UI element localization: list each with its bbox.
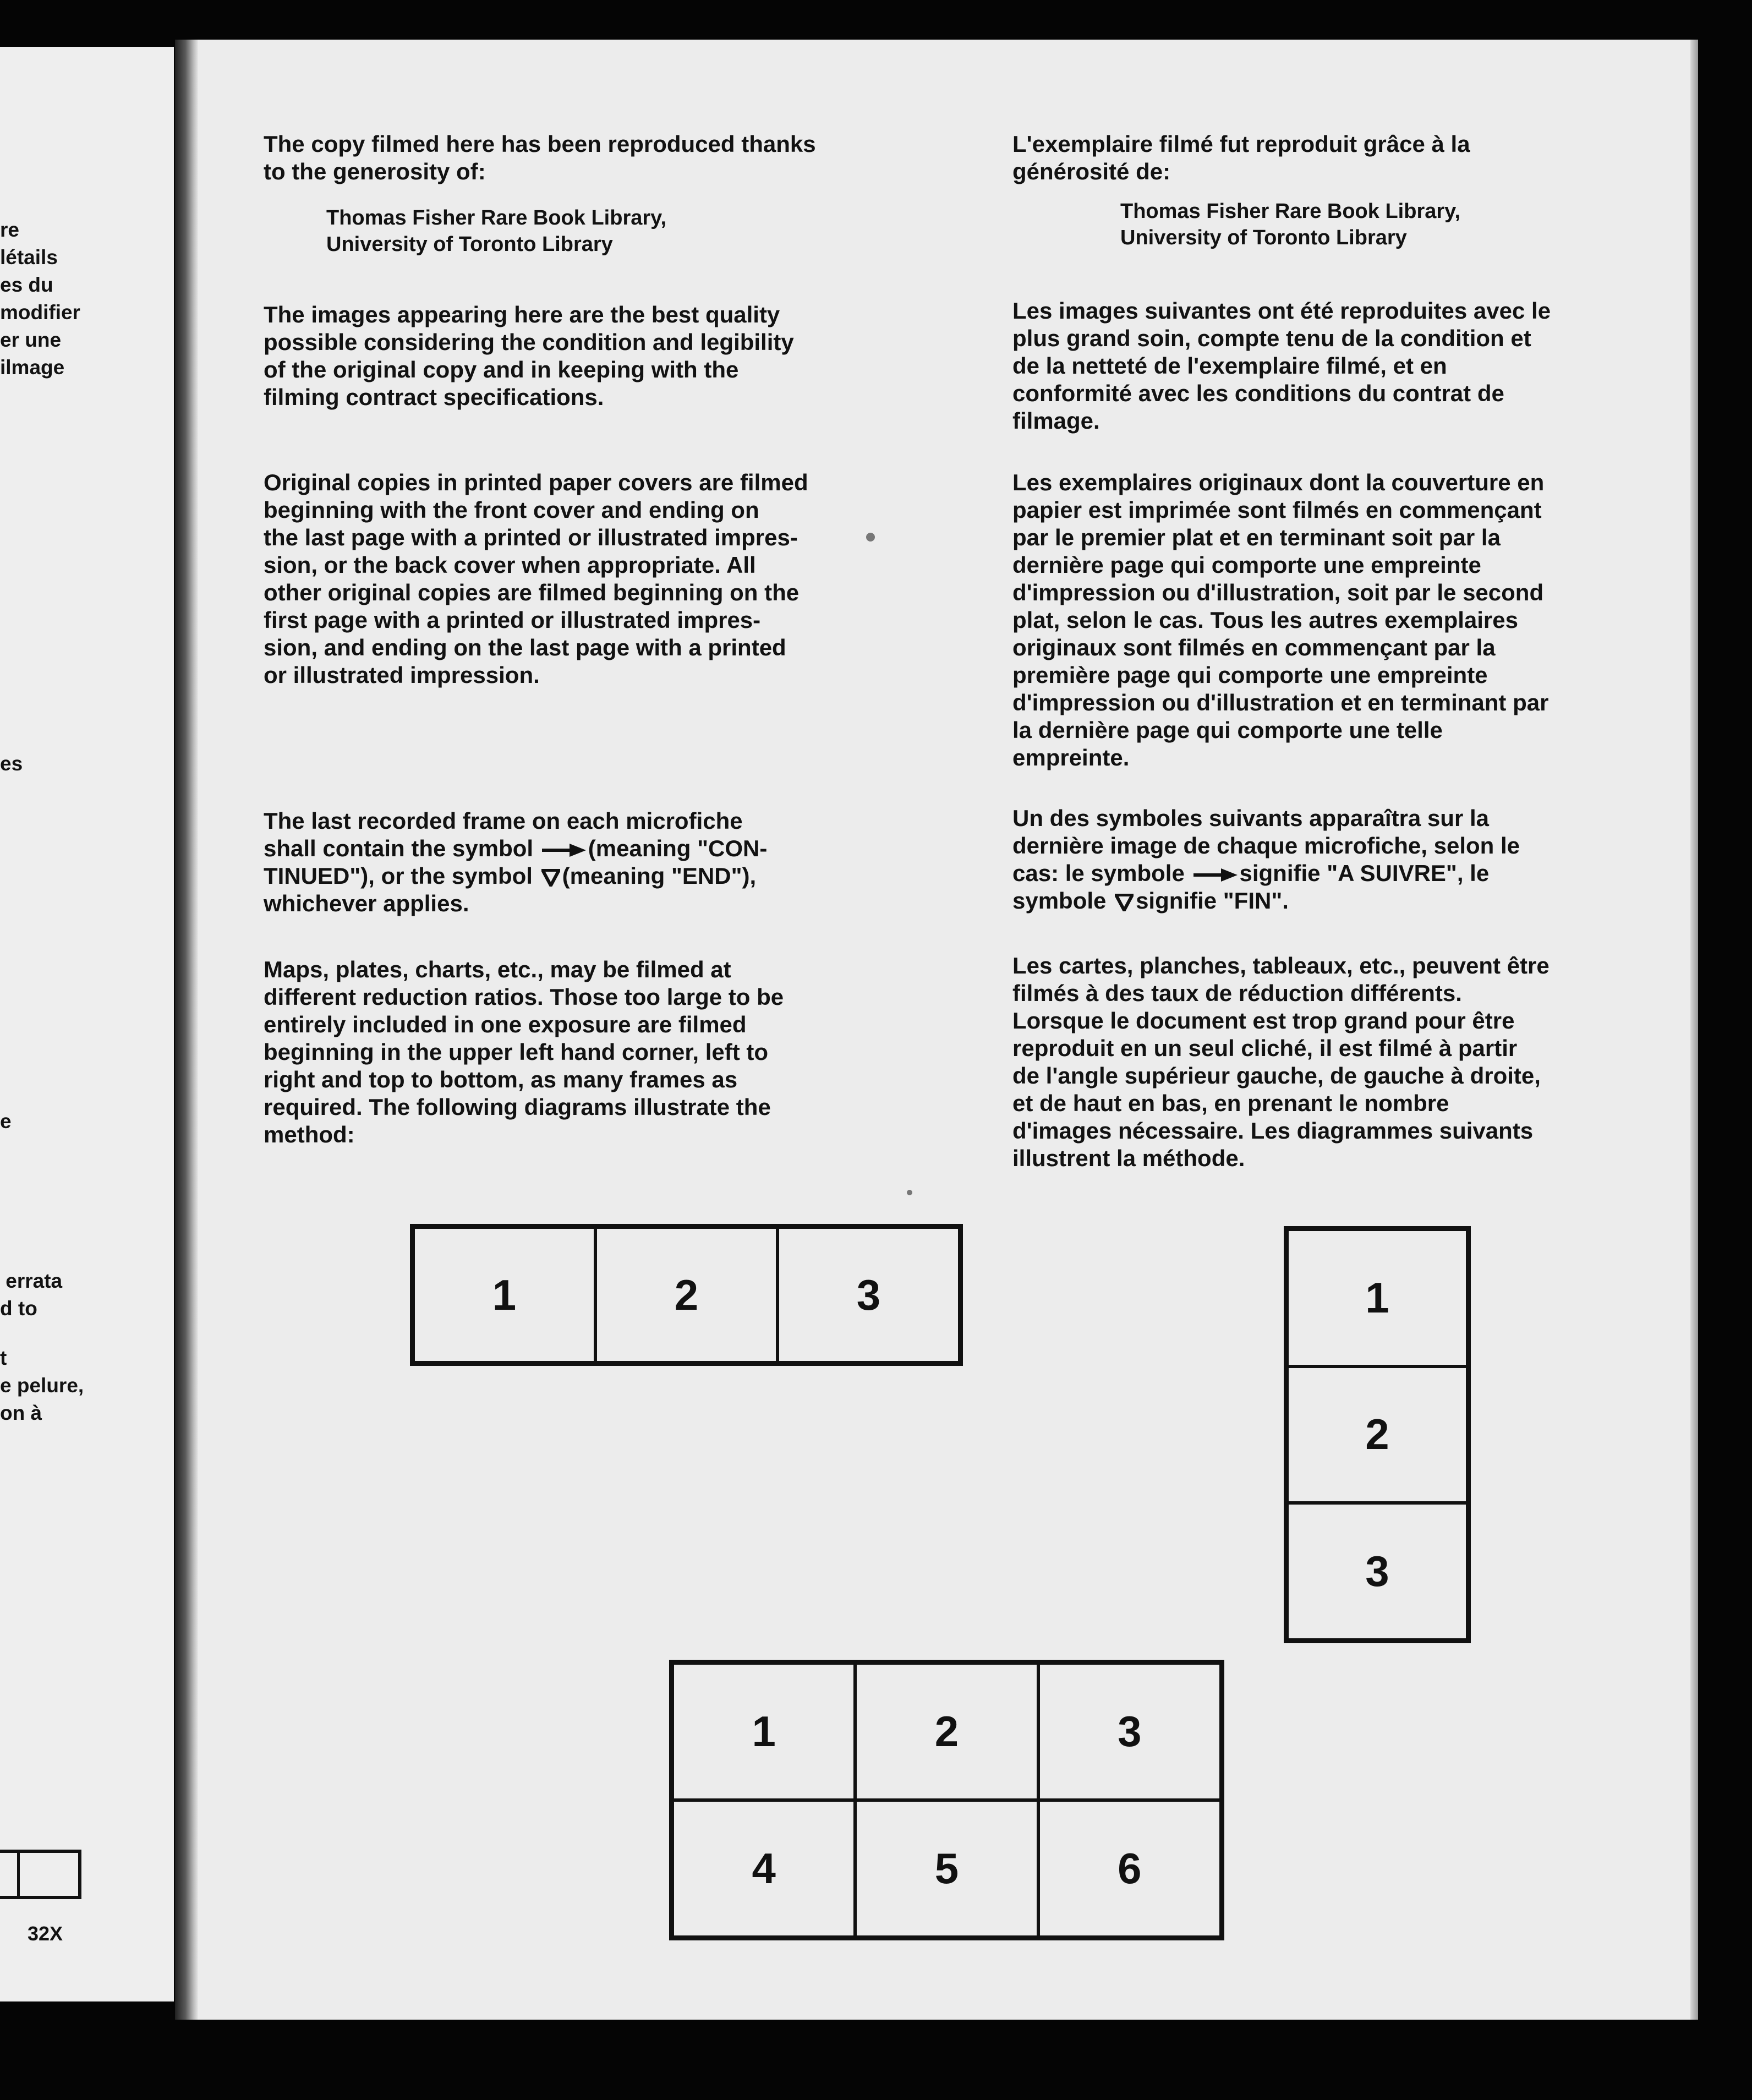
frame-cell: 1 [1287, 1229, 1468, 1366]
frame-cell: 2 [855, 1663, 1038, 1800]
left-text-fragment: es [0, 752, 23, 775]
arrow-continued-icon [542, 844, 586, 857]
library-credit-en: Thomas Fisher Rare Book Library, University of Toronto Library [326, 206, 667, 256]
diagram-horizontal-frames [410, 1224, 963, 1366]
left-text-fragment: on à [0, 1402, 42, 1424]
frame-cell: 1 [413, 1227, 595, 1363]
credit-intro-en: The copy filmed here has been reproduced thanks to the generosity of: [264, 131, 816, 184]
left-text-fragment: errata [0, 1270, 63, 1292]
originals-paragraph-en: Original copies in printed paper covers are filmed beginning with the front cover and ending on the last page with a printed or illustrated impres- sion, or the back cover when appropriate. All other original copies are filmed beginning on the first page with a printed or illustrated impres- sion, and ending on the last page with a printed or illustrated impression. [264, 469, 808, 688]
symbols-paragraph-fr: Un des symboles suivants apparaîtra sur la dernière image de chaque microfiche, selon le cas: le symbole signifie "A SUIVRE", le symbole signifie "FIN". [1012, 805, 1520, 914]
frame-cell: 4 [672, 1800, 855, 1937]
dust-speck [866, 533, 875, 542]
library-credit-fr: Thomas Fisher Rare Book Library, University of Toronto Library [1120, 200, 1461, 249]
binding-shadow [175, 40, 198, 2020]
left-text-fragment: e [0, 1110, 12, 1133]
left-text-fragment: es du [0, 274, 53, 296]
reduction-ratio-label: 32X [28, 1922, 63, 1945]
diagram-grid-frames [669, 1660, 1224, 1940]
frame-cell: 3 [778, 1227, 960, 1363]
frame-cell: 3 [1038, 1663, 1221, 1800]
page-edge [1690, 40, 1698, 2020]
quality-paragraph-fr: Les images suivantes ont été reproduites avec le plus grand soin, compte tenu de la condition et de la netteté de l'exemplaire filmé, et en conformité avec les conditions du contrat de filmage. [1012, 298, 1551, 434]
left-text-fragment: ilmage [0, 356, 65, 379]
arrow-continued-icon [1193, 868, 1238, 882]
frame-cell: 6 [1038, 1800, 1221, 1937]
maps-paragraph-en: Maps, plates, charts, etc., may be filmed at different reduction ratios. Those too large to be entirely included in one exposure are filmed beginning in the upper left hand corner, left to right and top to bottom, as many frames as required. The following diagrams illustrate the method: [264, 956, 784, 1147]
dust-speck [907, 1190, 912, 1195]
frame-cell: 3 [1287, 1503, 1468, 1640]
quality-paragraph-en: The images appearing here are the best quality possible considering the condition and legibility of the original copy and in keeping with the filming contract specifications. [264, 302, 794, 410]
left-text-fragment: létails [0, 246, 58, 269]
symbols-paragraph-en: The last recorded frame on each microfiche shall contain the symbol (meaning "CON- TINUED"), or the symbol (meaning "END"), whichever applies. [264, 808, 768, 916]
left-text-fragment: t [0, 1347, 7, 1369]
frame-cell: 1 [672, 1663, 855, 1800]
left-text-fragment: e pelure, [0, 1374, 84, 1397]
originals-paragraph-fr: Les exemplaires originaux dont la couverture en papier est imprimée sont filmés en commençant par le premier plat et en terminant soit par la dernière page qui comporte une empreinte d'impression ou d'illustration, soit par le second plat, selon le cas. Tous les autres exemplaires originaux sont filmés en commençant par la première page qui comporte une empreinte d'impression ou d'illustration et en terminant par la dernière page qui comporte une telle empreinte. [1012, 469, 1549, 770]
triangle-end-icon [1115, 894, 1134, 911]
frame-cell: 2 [1287, 1366, 1468, 1503]
left-text-fragment: modifier [0, 301, 80, 324]
credit-intro-fr: L'exemplaire filmé fut reproduit grâce à la générosité de: [1012, 131, 1470, 184]
left-text-fragment: d to [0, 1297, 37, 1320]
reduction-ratio-box [0, 1850, 81, 1899]
diagram-vertical-frames [1284, 1226, 1471, 1643]
frame-cell: 5 [855, 1800, 1038, 1937]
left-page-fragment [0, 47, 174, 2001]
maps-paragraph-fr: Les cartes, planches, tableaux, etc., peuvent être filmés à des taux de réduction différents. Lorsque le document est trop grand pour être reproduit en un seul cliché, il est filmé à partir de l'angle supérieur gauche, de gauche à droite, et de haut en bas, en prenant le nombre d'images nécessaire. Les diagrammes suivants illustrent la méthode. [1012, 953, 1550, 1171]
left-text-fragment: er une [0, 329, 62, 351]
main-page [175, 40, 1698, 2020]
triangle-end-icon [541, 869, 560, 887]
left-text-fragment: re [0, 218, 19, 241]
frame-cell: 2 [595, 1227, 778, 1363]
